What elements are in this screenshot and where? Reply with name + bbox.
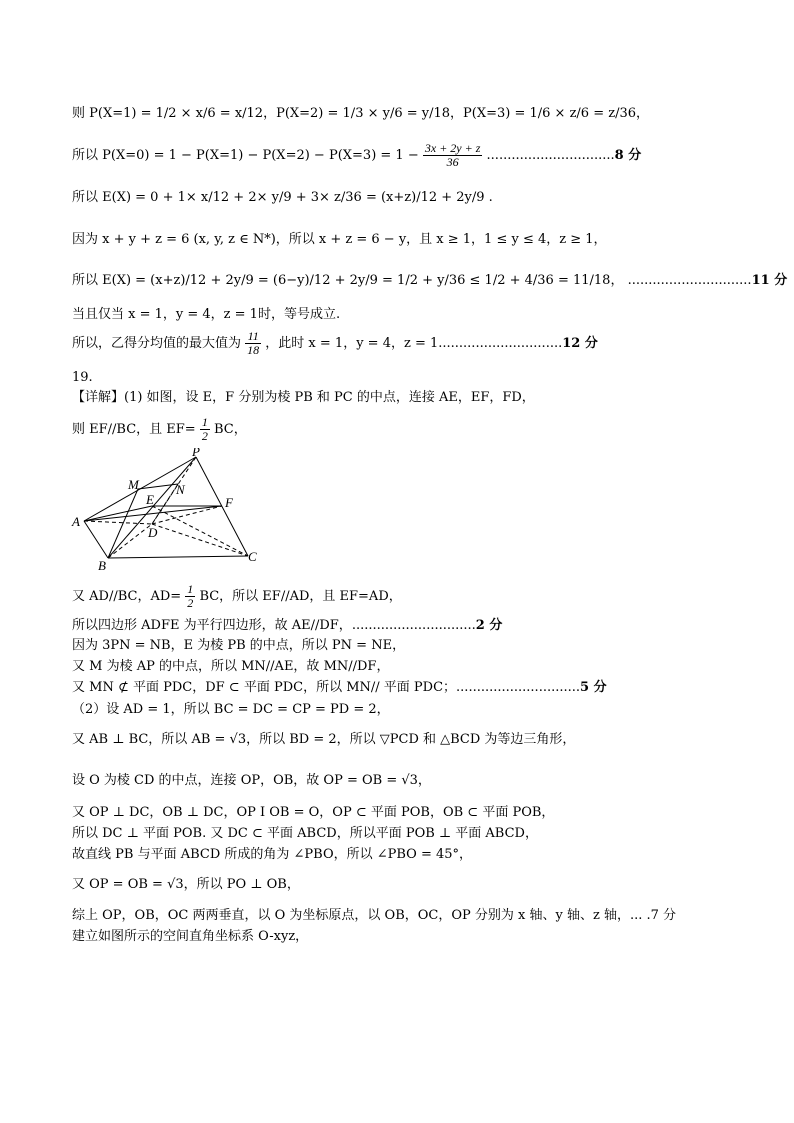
line-21: 故直线 PB 与平面 ABCD 所成的角为 ∠PBO，所以 ∠PBO = 45°， [72,847,473,862]
line-24: 建立如图所示的空间直角坐标系 O-xyz， [72,929,309,944]
line-11-fraction [185,583,195,610]
line-11-text: 又 AD//BC，AD= [72,589,182,604]
label-B: B [98,558,106,573]
question-number: 19. [72,370,93,385]
fraction-numerator: 11 [245,330,261,344]
fraction-numerator: 3x + 2y + z [424,141,481,155]
edge-BD [108,524,152,558]
edge-AD [84,521,152,524]
label-C: C [248,549,257,564]
line-11-tail: BC，所以 EF//AD，且 EF=AD， [199,589,402,604]
line-11 [72,583,402,610]
label-F: F [225,495,233,510]
line-23: 综上 OP，OB，OC 两两垂直，以 O 为坐标原点，以 OB，OC，OP 分别为 x 轴、y 轴、z 轴，... .7 分 [72,908,677,923]
fraction-denominator: 2 [187,596,194,610]
segment-AF [84,506,222,521]
line-1: 则 P(X=1) = 1/2 × x/6 = x/12，P(X=2) = 1/3 × y/6 = y/18，P(X=3) = 1/6 × z/6 = z/36， [72,106,650,121]
line-10-fraction [200,416,210,443]
line-15 [72,680,607,696]
leader-dots: ............................... [486,148,615,163]
line-12-text: 所以四边形 ADFE 为平行四边形，故 AE//DF， [72,618,352,633]
line-7 [72,330,598,357]
line-9: 【详解】(1) 如图，设 E，F 分别为棱 PB 和 PC 的中点，连接 AE，EF，FD， [72,390,535,405]
line-13: 因为 3PN = NB，E 为棱 PB 的中点，所以 PN = NE， [72,638,406,653]
score-label: 12 分 [562,336,598,351]
line-7-fraction [245,330,261,357]
edge-PB [108,457,196,558]
segment-EC [152,506,248,556]
score-label: 5 分 [580,680,607,695]
label-N: N [176,482,185,497]
line-2-text: 所以 P(X=0) = 1 − P(X=1) − P(X=2) − P(X=3) = 1 − [72,148,419,163]
score-label: 11 分 [751,273,788,288]
line-5 [72,273,787,289]
leader-dots: .............................. [456,680,581,695]
leader-dots: .............................. [438,336,563,351]
line-7-text: 所以，乙得分均值的最大值为 [72,336,242,351]
label-D: D [148,525,158,540]
edge-AB [84,521,108,558]
line-5-text: 所以 E(X) = (x+z)/12 + 2y/9 = (6−y)/12 + 2y/9 = 1/2 + y/36 ≤ 1/2 + 4/36 = 11/18， [72,273,624,288]
line-4: 因为 x + y + z = 6 (x, y, z ∈ N*)，所以 x + z = 6 − y，且 x ≥ 1，1 ≤ y ≤ 4，z ≥ 1， [72,232,607,247]
line-16: （2）设 AD = 1，所以 BC = DC = CP = PD = 2， [72,702,390,717]
line-20: 所以 DC ⊥ 平面 POB. 又 DC ⊂ 平面 ABCD，所以平面 POB ⊥ 平面 ABCD， [72,826,538,841]
line-15-text: 又 MN ⊄ 平面 PDC，DF ⊂ 平面 PDC，所以 MN// 平面 PDC； [72,680,457,695]
label-E: E [146,492,154,507]
line-6: 当且仅当 x = 1，y = 4，z = 1时，等号成立. [72,307,341,322]
line-2 [72,142,641,169]
label-P: P [192,448,200,459]
line-10 [72,416,247,443]
score-label: 8 分 [614,148,642,163]
line-19: 又 OP ⊥ DC，OB ⊥ DC，OP I OB = O，OP ⊂ 平面 POB，OB ⊂ 平面 POB， [72,805,555,820]
fraction-denominator: 36 [446,155,459,169]
line-17: 又 AB ⊥ BC，所以 AB = √3，所以 BD = 2，所以 ▽PCD 和 △BCD 为等边三角形， [72,732,576,747]
score-label: 2 分 [475,618,503,633]
label-A: A [72,514,80,529]
line-18: 设 O 为棱 CD 的中点，连接 OP，OB，故 OP = OB = √3， [72,773,431,788]
line-22: 又 OP = OB = √3，所以 PO ⊥ OB， [72,877,300,892]
fraction-denominator: 2 [201,429,208,443]
edge-BC [108,556,248,558]
line-12 [72,618,502,634]
fraction-numerator: 1 [187,582,194,596]
fraction-numerator: 1 [201,415,208,429]
line-7-tail: ，此时 x = 1，y = 4，z = 1 [265,336,439,351]
line-10-text: 则 EF//BC，且 EF= [72,422,196,437]
line-14: 又 M 为棱 AP 的中点，所以 MN//AE，故 MN//DF， [72,659,390,674]
line-10-tail: BC， [213,422,247,437]
leader-dots: .............................. [351,618,476,633]
line-2-fraction [423,142,483,169]
fraction-denominator: 18 [247,343,260,357]
line-3: 所以 E(X) = 0 + 1× x/12 + 2× y/9 + 3× z/36 = (x+z)/12 + 2y/9 . [72,190,493,205]
label-M: M [128,477,139,492]
leader-dots: .............................. [627,273,752,288]
pyramid-figure [70,448,270,573]
